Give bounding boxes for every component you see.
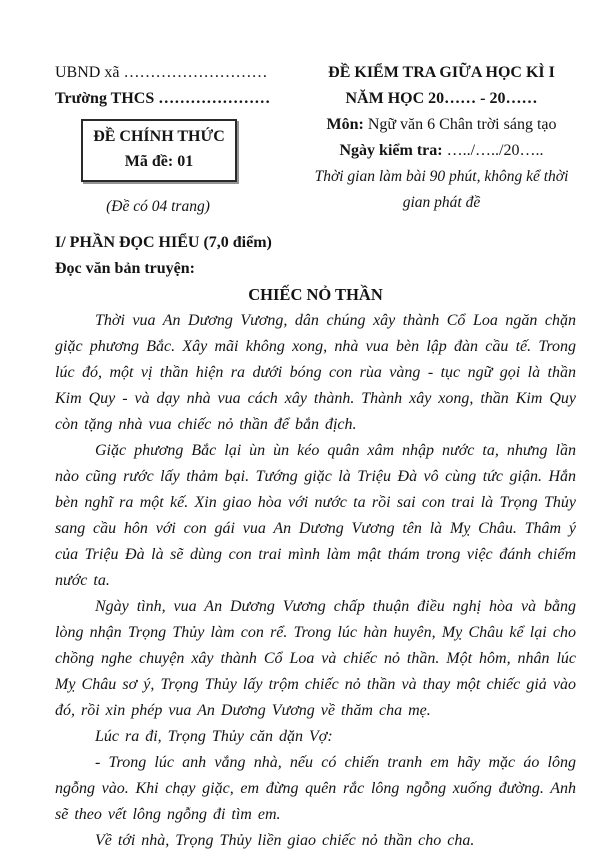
pages-count-note: (Đề có 04 trang) (106, 198, 210, 215)
exam-date-value: …../…../20….. (442, 142, 544, 159)
reading-instruction: Đọc văn bản truyện: (55, 260, 196, 277)
school-year-line: NĂM HỌC 20…… - 20…… (345, 90, 538, 107)
story-paragraph: Ngày tình, vua An Dương Vương chấp thuận điều nghị hòa và bằng lòng nhận Trọng Thủy làm con rể. Trong lúc hàn huyên, Mỵ Châu kể lại cho chồng nghe chuyện xây thành Cổ Loa và chiếc nỏ thần. Một hôm, nhân lúc Mỵ Châu sơ ý, Trọng Thủy lấy trộm chiếc nỏ thần và thay một chiếc giả vào đó, rồi xin phép vua An Dương Vương về thăm cha mẹ. (55, 598, 576, 719)
story-body (55, 308, 576, 854)
duration-note: Thời gian làm bài 90 phút, không kể thời gian phát đề (314, 168, 569, 211)
exam-date-label: Ngày kiểm tra: (339, 142, 443, 159)
story-paragraph: Về tới nhà, Trọng Thủy liền giao chiếc nỏ thần cho cha. (95, 832, 475, 849)
subject-line (307, 112, 576, 138)
story-paragraph: Thời vua An Dương Vương, dân chúng xây thành Cổ Loa ngăn chặn giặc phương Bắc. Xây mãi không xong, nhà vua bèn lập đàn cầu tế. Trong lúc đó, một vị thần hiện ra dưới bóng con rùa vàng - tục ngữ gọi là thần Kim Quy - và dạy nhà vua cách xây thành. Thành xây xong, thần Kim Quy còn tặng nhà vua chiếc nỏ thần để bắn địch. (55, 312, 576, 433)
exam-box-code: Mã đề: 01 (124, 153, 194, 170)
ubnd-line: UBND xã ……………………… (55, 64, 268, 81)
subject-value: Ngữ văn 6 Chân trời sáng tạo (363, 116, 557, 133)
header-left-block (55, 60, 307, 219)
header-right-block (307, 60, 576, 219)
story-paragraph: Lúc ra đi, Trọng Thủy căn dặn Vợ: (95, 728, 333, 745)
page-header (55, 60, 576, 219)
official-exam-box (81, 119, 237, 182)
school-line: Trường THCS ………………… (55, 90, 271, 107)
story-paragraph: Giặc phương Bắc lại ùn ùn kéo quân xâm nhập nước ta, nhưng lần nào cũng rước lấy thảm bại. Tướng giặc là Triệu Đà vô cùng tức giận. Hắn bèn nghĩ ra một kế. Xin giao hòa với nước ta rồi sai con trai là Trọng Thủy sang cầu hôn với con gái vua An Dương Vương tên là Mỵ Châu. Thâm ý của Triệu Đà là sẽ dùng con trai mình làm mật thám trong việc đánh chiếm nước ta. (55, 442, 576, 589)
section-heading-reading: I/ PHẦN ĐỌC HIỂU (7,0 điểm) (55, 234, 272, 251)
subject-label: Môn: (326, 116, 364, 133)
exam-box-title: ĐỀ CHÍNH THỨC (93, 128, 225, 145)
story-paragraph: - Trong lúc anh vắng nhà, nếu có chiến tranh em hãy mặc áo lông ngỗng vào. Khi chạy giặc, em đừng quên rắc lông ngỗng xuống đường. Anh sẽ theo vết lông ngỗng đi tìm em. (55, 754, 576, 823)
story-title: CHIẾC NỎ THẦN (248, 285, 383, 304)
exam-title: ĐỀ KIỂM TRA GIỮA HỌC KÌ I (328, 64, 555, 81)
exam-date-line (307, 138, 576, 164)
